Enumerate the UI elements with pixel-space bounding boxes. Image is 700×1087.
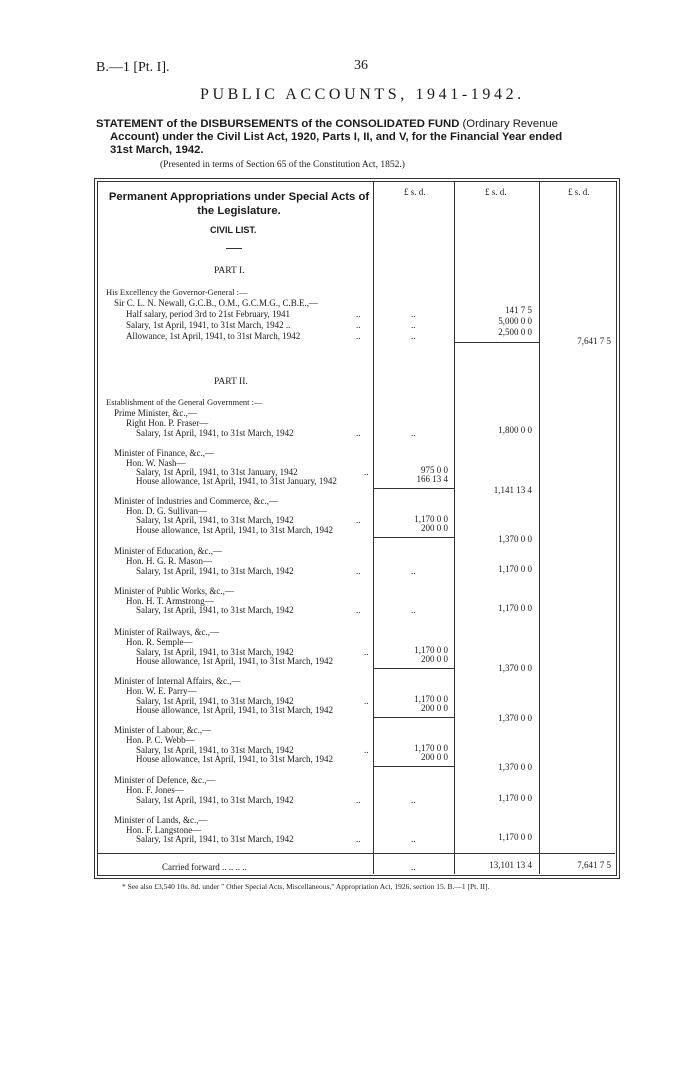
minister-line-text: House allowance, 1st April, 1941, to 31st March, 1942 — [136, 525, 333, 535]
subtotal-rule — [373, 537, 454, 538]
column-divider-2 — [454, 181, 455, 874]
minister-line-text: Salary, 1st April, 1941, to 31st March, 1942 — [136, 696, 294, 706]
part-2-heading: Establishment of the General Government :— — [106, 397, 263, 407]
line-leader: .. — [356, 515, 361, 525]
line-leader: .. — [364, 647, 369, 657]
minister-person: Hon. H. T. Armstrong— — [126, 596, 214, 606]
column-head-1: £ s. d. — [404, 187, 426, 197]
minister-person: Hon. W. E. Parry— — [126, 686, 197, 696]
minister-line-text: Salary, 1st April, 1941, to 31st March, 1942 — [136, 515, 294, 525]
presented-note: (Presented in terms of Section 65 of the Constitution Act, 1852.) — [160, 160, 405, 170]
minister-line-amount: 1,170 0 0 — [414, 514, 448, 524]
part-1-line-text: Salary, 1st April, 1941, to 31st March, 1942 .. — [126, 320, 291, 330]
part-1-heading: His Excellency the Governor-General :— — [106, 287, 248, 297]
subtotal-rule — [454, 342, 539, 343]
minister-role: Minister of Industries and Commerce, &c.,— — [114, 496, 278, 506]
part-1-total: 7,641 7 5 — [577, 336, 611, 346]
line-leader: .. — [364, 745, 369, 755]
minister-line-amount: .. — [411, 566, 416, 576]
column-divider-1 — [373, 181, 374, 874]
minister-role: Minister of Public Works, &c.,— — [114, 586, 234, 596]
minister-total: 1,370 0 0 — [498, 663, 532, 673]
part-1-line-amount: 2,500 0 0 — [498, 327, 532, 337]
part-1-line-col1: .. — [411, 309, 416, 319]
minister-person: Hon. F. Langstone— — [126, 825, 202, 835]
minister-line-amount: 166 13 4 — [416, 474, 448, 484]
minister-line-text: Salary, 1st April, 1941, to 31st January, 1942 — [136, 467, 298, 477]
minister-line-text: Salary, 1st April, 1941, to 31st March, 1942 — [136, 566, 294, 576]
part-2-title: PART II. — [214, 377, 248, 387]
minister-total: 1,141 13 4 — [493, 485, 532, 495]
page-title: PUBLIC ACCOUNTS, 1941-1942. — [200, 86, 525, 103]
part-1-line-text: Half salary, period 3rd to 21st February, 1941 — [126, 309, 291, 319]
part-1-line-amount: 5,000 0 0 — [498, 316, 532, 326]
part-1-line-col1: .. — [411, 320, 416, 330]
line-leader: .. — [356, 566, 361, 576]
minister-line-amount: .. — [411, 605, 416, 615]
short-rule — [226, 248, 242, 249]
document-reference: B.—1 [Pt. I]. — [96, 60, 170, 75]
minister-total: 1,370 0 0 — [498, 762, 532, 772]
minister-role: Minister of Education, &c.,— — [114, 546, 222, 556]
minister-line-text: Salary, 1st April, 1941, to 31st March, 1942 — [136, 795, 294, 805]
minister-total: 1,170 0 0 — [498, 793, 532, 803]
subtotal-rule — [373, 668, 454, 669]
column-head-2: £ s. d. — [485, 187, 507, 197]
column-head-3: £ s. d. — [568, 187, 590, 197]
footnote: * See also £3,540 10s. 8d. under " Other Special Acts, Miscellaneous," Appropriation Act, 1926, section 15. B.—1 [Pt. II]. — [122, 882, 490, 891]
minister-role: Minister of Internal Affairs, &c.,— — [114, 676, 241, 686]
subtotal-rule — [373, 717, 454, 718]
carried-forward-col2: 13,101 13 4 — [489, 860, 532, 870]
statement-line-3: 31st March, 1942. — [110, 144, 204, 156]
line-leader: .. — [356, 795, 361, 805]
minister-line-amount: 200 0 0 — [421, 654, 448, 664]
pm-person: Right Hon. P. Fraser— — [126, 418, 209, 428]
carried-forward-col1: .. — [411, 862, 416, 872]
minister-line-text: Salary, 1st April, 1941, to 31st March, 1942 — [136, 605, 294, 615]
minister-line-amount: .. — [411, 834, 416, 844]
civil-list-heading: CIVIL LIST. — [210, 225, 257, 235]
minister-total: 1,370 0 0 — [498, 534, 532, 544]
subtotal-rule — [373, 766, 454, 767]
minister-person: Hon. D. G. Sullivan— — [126, 506, 207, 516]
subtotal-rule — [373, 488, 454, 489]
minister-total: 1,370 0 0 — [498, 713, 532, 723]
minister-role: Minister of Lands, &c.,— — [114, 815, 208, 825]
minister-line-text: Salary, 1st April, 1941, to 31st March, 1942 — [136, 647, 294, 657]
line-leader: .. — [356, 331, 361, 341]
minister-person: Hon. R. Semple— — [126, 637, 193, 647]
part-1-line-text: Allowance, 1st April, 1941, to 31st March, 1942 — [126, 331, 301, 341]
line-leader: .. — [356, 309, 361, 319]
pm-total: 1,800 0 0 — [498, 425, 532, 435]
minister-line-amount: 200 0 0 — [421, 703, 448, 713]
minister-person: Hon. W. Nash— — [126, 458, 186, 468]
pm-role: Prime Minister, &c.,— — [114, 408, 197, 418]
pm-col1: .. — [411, 428, 416, 438]
minister-role: Minister of Defence, &c.,— — [114, 775, 216, 785]
pm-line-text: Salary, 1st April, 1941, to 31st March, 1942 — [136, 428, 294, 438]
line-leader: .. — [356, 320, 361, 330]
carried-forward-col3: 7,641 7 5 — [577, 860, 611, 870]
column-divider-3 — [539, 181, 540, 874]
minister-line-amount: 1,170 0 0 — [414, 743, 448, 753]
minister-role: Minister of Labour, &c.,— — [114, 725, 212, 735]
minister-line-amount: 200 0 0 — [421, 523, 448, 533]
statement-line-1-tail: (Ordinary Revenue — [462, 118, 558, 130]
statement-line-1-main: STATEMENT of the DISBURSEMENTS of the CONSOLIDATED FUND — [96, 118, 460, 130]
minister-line-text: House allowance, 1st April, 1941, to 31st March, 1942 — [136, 705, 333, 715]
section-title: Permanent Appropriations under Special Acts of the Legislature. — [108, 191, 370, 217]
minister-line-text: Salary, 1st April, 1941, to 31st March, 1942 — [136, 834, 294, 844]
minister-person: Hon. P. C. Webb— — [126, 735, 195, 745]
minister-role: Minister of Finance, &c.,— — [114, 448, 214, 458]
minister-person: Hon. F. Jones— — [126, 785, 184, 795]
statement-line-1 — [96, 118, 616, 130]
minister-total: 1,170 0 0 — [498, 603, 532, 613]
minister-line-amount: 1,170 0 0 — [414, 694, 448, 704]
minister-line-text: Salary, 1st April, 1941, to 31st March, 1942 — [136, 745, 294, 755]
minister-line-text: House allowance, 1st April, 1941, to 31st January, 1942 — [136, 476, 337, 486]
line-leader: .. — [356, 428, 361, 438]
carried-forward-rule — [97, 853, 615, 854]
part-1-person: Sir C. L. N. Newall, G.C.B., O.M., G.C.M.G., C.B.E.,— — [114, 298, 319, 308]
minister-line-amount: 200 0 0 — [421, 752, 448, 762]
carried-forward-label: Carried forward .. .. .. .. — [162, 862, 247, 872]
minister-line-amount: .. — [411, 795, 416, 805]
minister-person: Hon. H. G. R. Mason— — [126, 556, 213, 566]
minister-line-text: House allowance, 1st April, 1941, to 31st March, 1942 — [136, 656, 333, 666]
line-leader: .. — [356, 605, 361, 615]
line-leader: .. — [364, 696, 369, 706]
part-1-title: PART I. — [214, 266, 245, 276]
minister-line-amount: 1,170 0 0 — [414, 645, 448, 655]
line-leader: .. — [356, 834, 361, 844]
part-1-line-amount: 141 7 5 — [505, 305, 532, 315]
minister-total: 1,170 0 0 — [498, 564, 532, 574]
minister-total: 1,170 0 0 — [498, 832, 532, 842]
minister-role: Minister of Railways, &c.,— — [114, 627, 219, 637]
statement-line-2: Account) under the Civil List Act, 1920, Parts I, II, and V, for the Financial Year ended — [110, 131, 563, 143]
part-1-line-col1: .. — [411, 331, 416, 341]
line-leader: .. — [364, 467, 369, 477]
minister-line-amount: 975 0 0 — [421, 465, 448, 475]
page-number: 36 — [354, 58, 368, 73]
minister-line-text: House allowance, 1st April, 1941, to 31st March, 1942 — [136, 754, 333, 764]
